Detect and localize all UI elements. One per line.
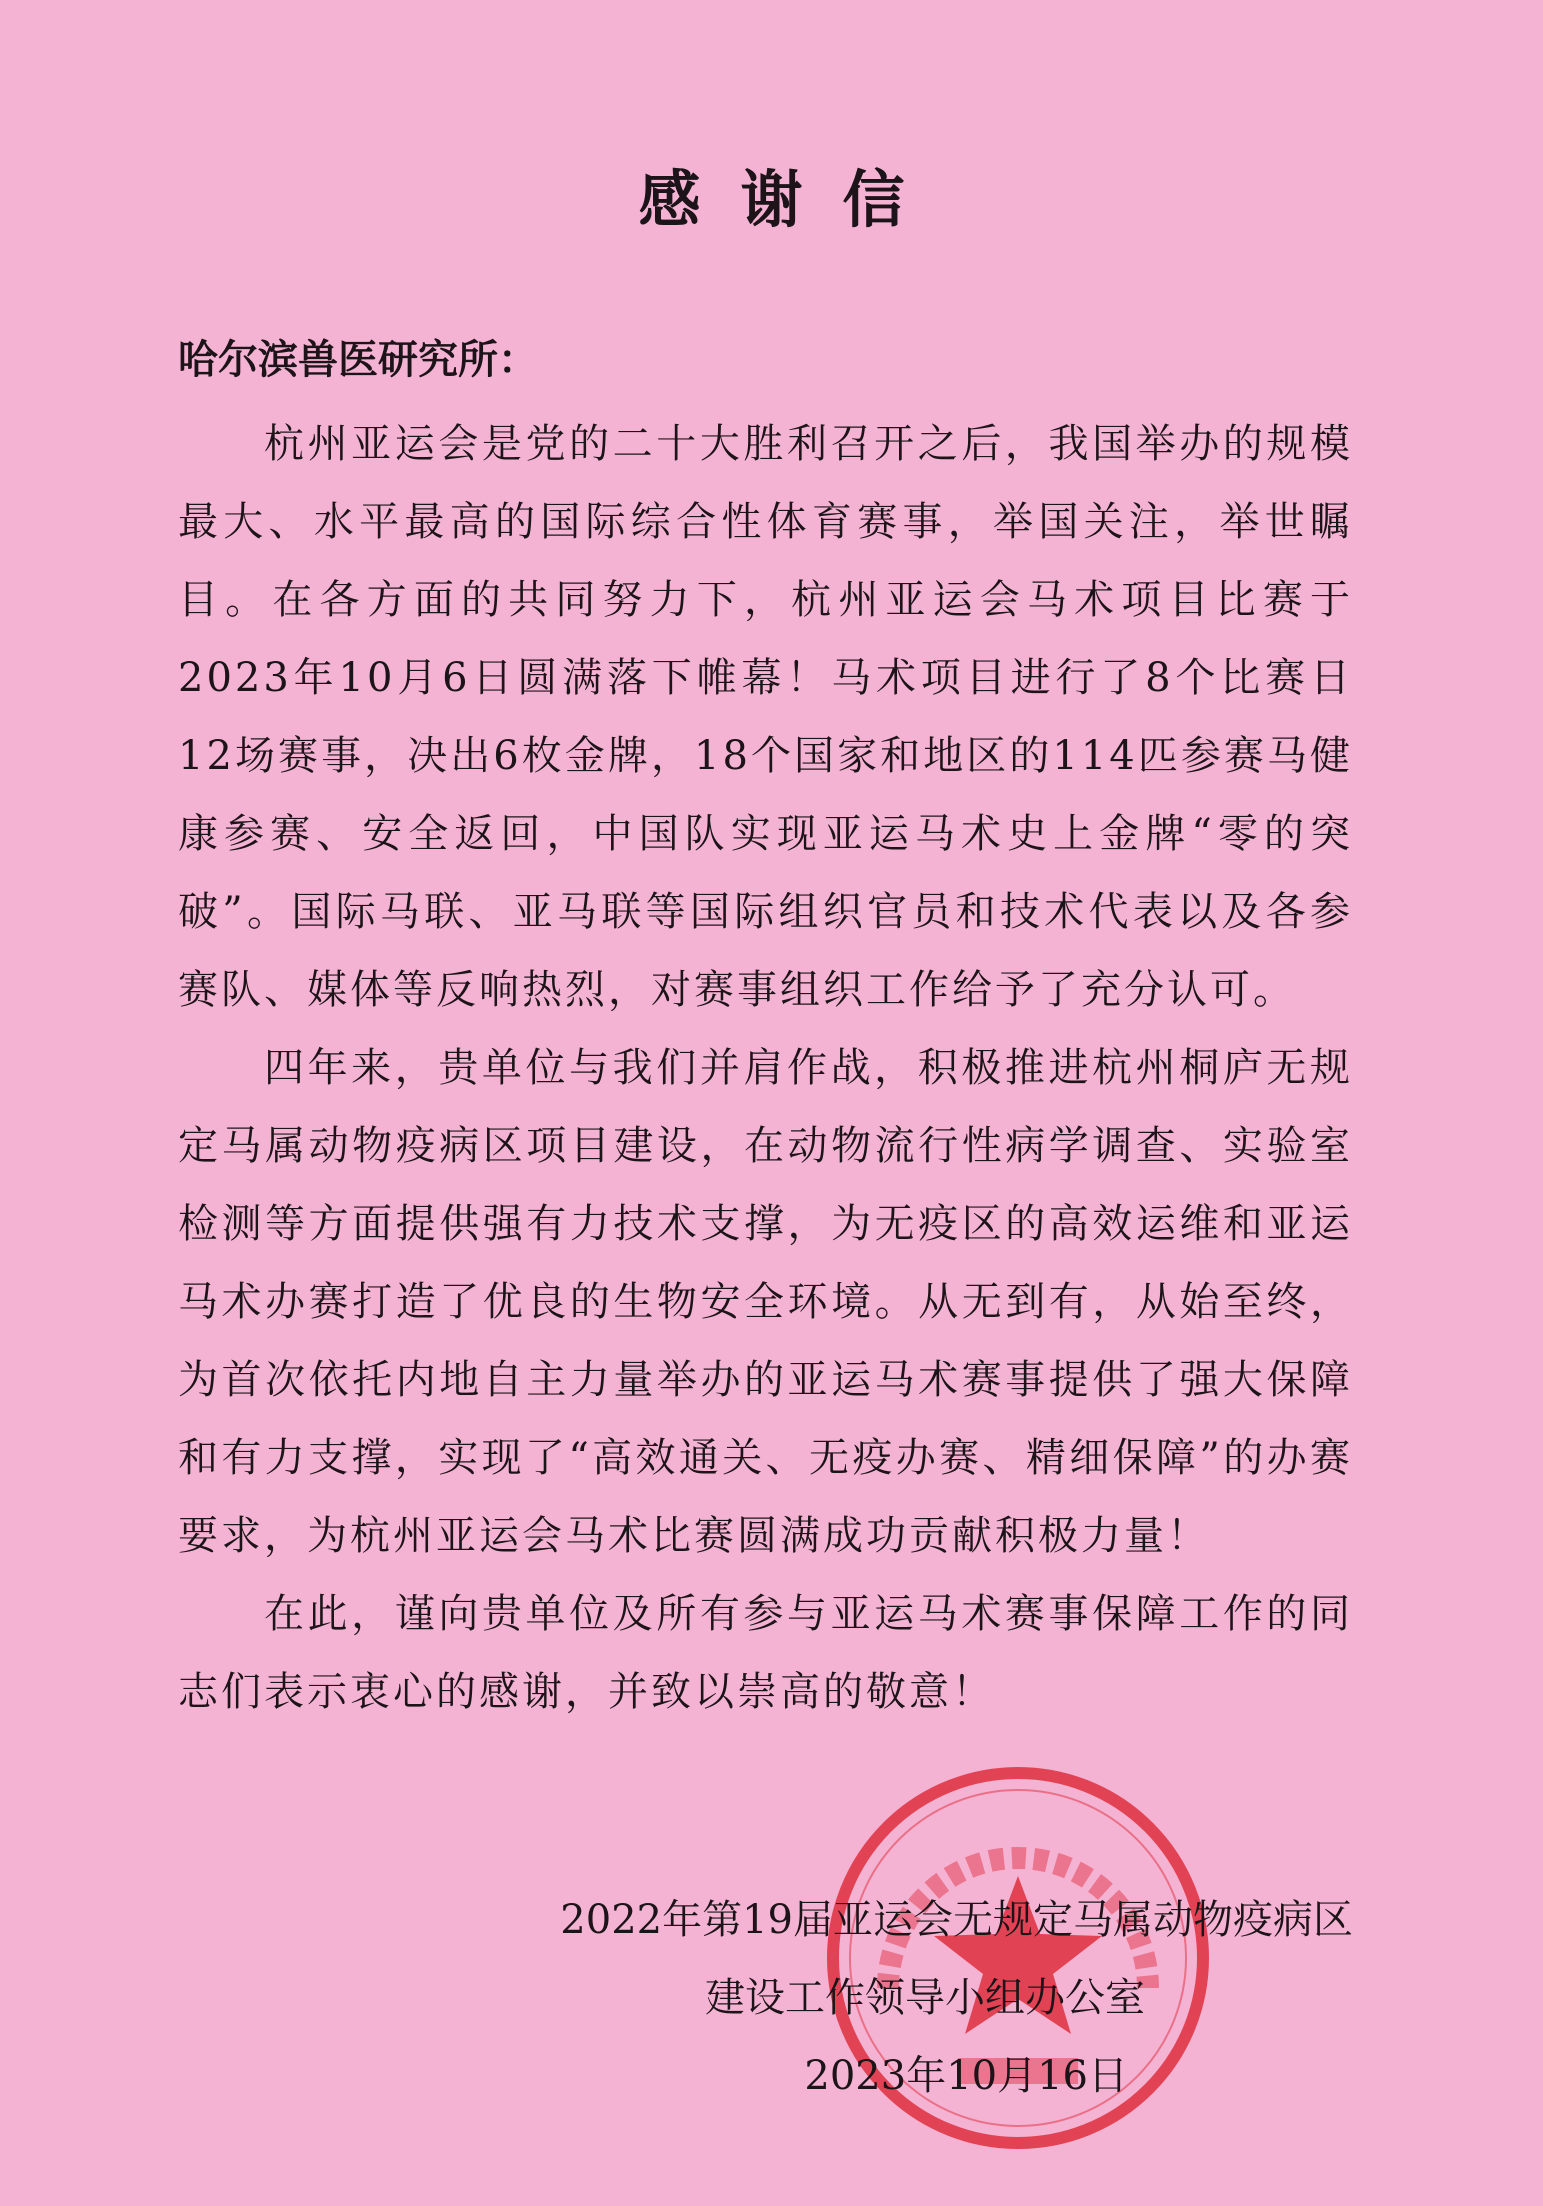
signature-organization-line-2: 建设工作领导小组办公室 [705,1975,1145,2021]
signature-organization-line-1: 2022年第19届亚运会无规定马属动物疫病区 [560,1897,1353,1943]
letter-salutation: 哈尔滨兽医研究所： [178,337,538,383]
body-paragraph: 在此，谨向贵单位及所有参与亚运马术赛事保障工作的同志们表示衷心的感谢，并致以崇高的敬意！ [178,1591,1353,1715]
letter-date: 2023年10月16日 [804,2053,1128,2099]
body-paragraph: 四年来，贵单位与我们并肩作战，积极推进杭州桐庐无规定马属动物疫病区项目建设，在动物流行性病学调查、实验室检测等方面提供强有力技术支撑，为无疫区的高效运维和亚运马术办赛打造了优良的生物安全环境。从无到有，从始至终，为首次依托内地自主力量举办的亚运马术赛事提供了强大保障和有力支撑，实现了“高效通关、无疫办赛、精细保障”的办赛要求，为杭州亚运会马术比赛圆满成功贡献积极力量！ [178,1045,1353,1559]
letter-title: 感谢信 [638,163,945,236]
body-paragraph: 杭州亚运会是党的二十大胜利召开之后，我国举办的规模最大、水平最高的国际综合性体育赛事，举国关注，举世瞩目。在各方面的共同努力下，杭州亚运会马术项目比赛于2023年10月6日圆满落下帷幕！马术项目进行了8个比赛日12场赛事，决出6枚金牌，18个国家和地区的114匹参赛马健康参赛、安全返回，中国队实现亚运马术史上金牌“零的突破”。国际马联、亚马联等国际组织官员和技术代表以及各参赛队、媒体等反响热烈，对赛事组织工作给予了充分认可。 [178,421,1353,1013]
letter-body [178,405,1353,1731]
